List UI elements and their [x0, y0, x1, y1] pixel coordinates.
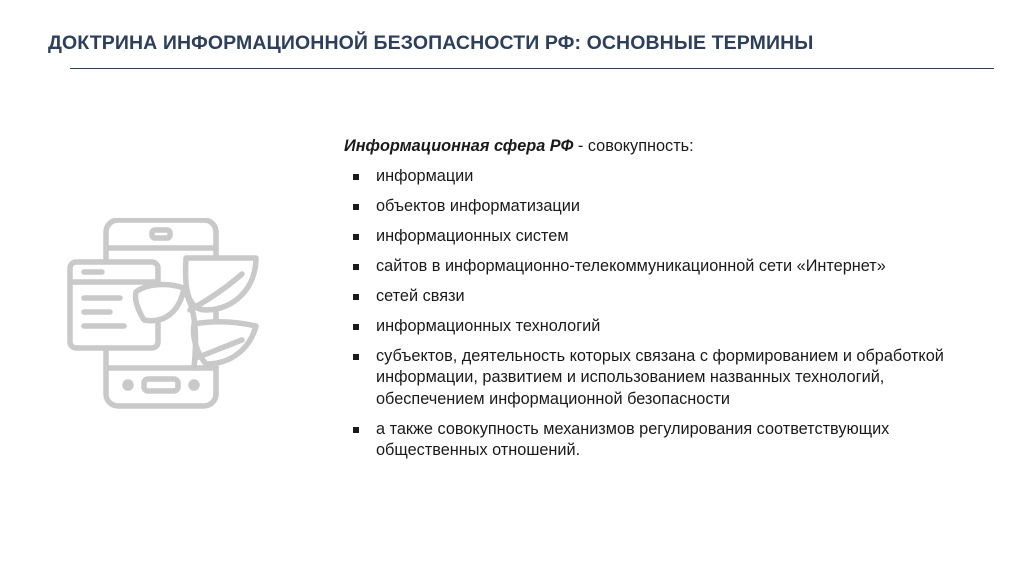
title-divider	[70, 68, 994, 69]
list-item-text: сетей связи	[376, 286, 465, 305]
list-item-text: информации	[376, 166, 474, 185]
bullet-square-icon	[353, 354, 359, 360]
list-item	[344, 316, 964, 338]
list-item-text: субъектов, деятельность которых связана с формированием и обработкой информации, развитием и использованием названных технологий, обеспечением информационной безопасности	[376, 346, 944, 408]
definition-lead: - совокупность:	[573, 137, 694, 155]
bullet-square-icon	[353, 324, 359, 330]
bullet-square-icon	[353, 234, 359, 240]
illustration	[66, 218, 260, 410]
list-item	[344, 346, 964, 411]
mobile-phone-with-leaves-icon	[66, 218, 260, 410]
list-item	[344, 286, 964, 308]
list-item	[344, 419, 964, 462]
list-item-text: сайтов в информационно-телекоммуникационной сети «Интернет»	[376, 256, 886, 275]
definition-list	[344, 166, 964, 462]
list-item-text: объектов информатизации	[376, 196, 580, 215]
list-item	[344, 166, 964, 188]
bullet-square-icon	[353, 174, 359, 180]
slide-title: ДОКТРИНА ИНФОРМАЦИОННОЙ БЕЗОПАСНОСТИ РФ: ОСНОВНЫЕ ТЕРМИНЫ	[48, 32, 814, 54]
list-item-text: а также совокупность механизмов регулирования соответствующих общественных отношений.	[376, 419, 890, 459]
list-item-text: информационных технологий	[376, 316, 601, 335]
list-item	[344, 226, 964, 248]
bullet-square-icon	[353, 427, 359, 433]
list-item	[344, 256, 964, 278]
bullet-square-icon	[353, 204, 359, 210]
bullet-square-icon	[353, 294, 359, 300]
definition-block	[344, 136, 964, 470]
definition-intro	[344, 136, 964, 158]
list-item	[344, 196, 964, 218]
bullet-square-icon	[353, 264, 359, 270]
list-item-text: информационных систем	[376, 226, 569, 245]
defined-term: Информационная сфера РФ	[344, 137, 574, 155]
